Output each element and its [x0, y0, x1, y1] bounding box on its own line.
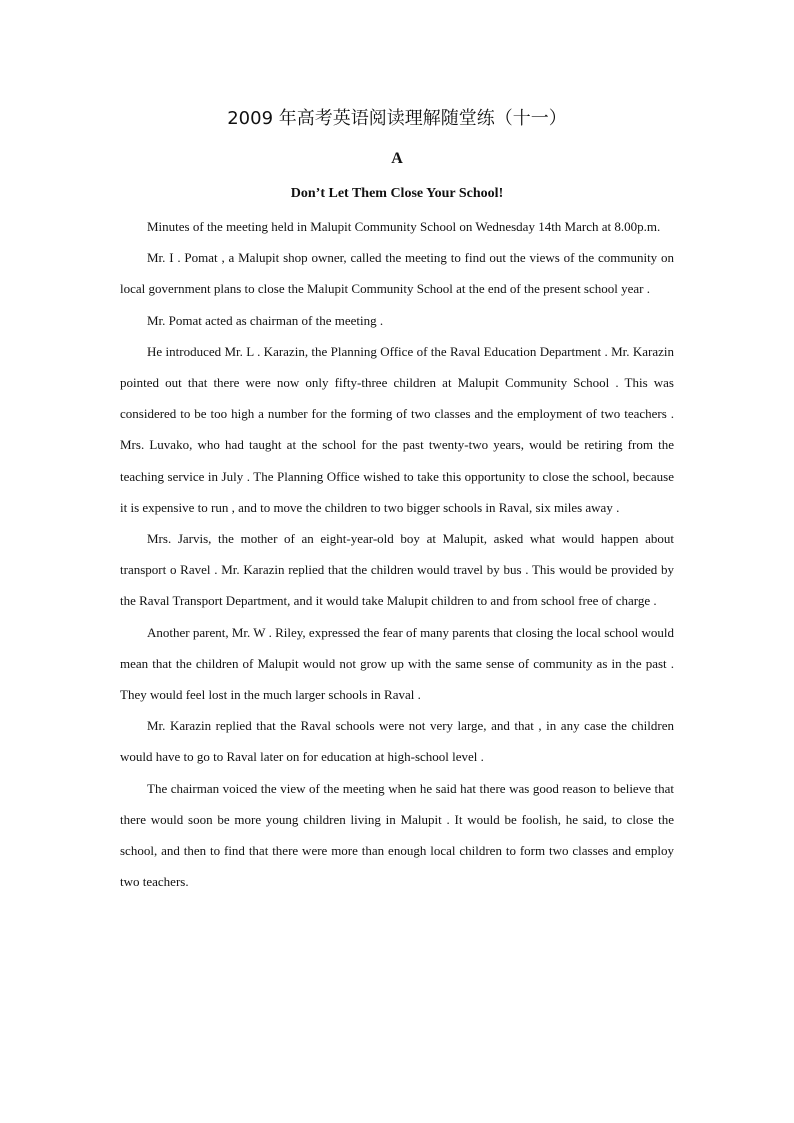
paragraph: Mr. I . Pomat , a Malupit shop owner, called the meeting to find out the views of the community on local government plans to close the Malupit Community School at the end of the present school year .: [120, 250, 674, 297]
document-title: 2009 年高考英语阅读理解随堂练（十一）: [227, 108, 567, 129]
paragraph: Mrs. Jarvis, the mother of an eight-year-old boy at Malupit, asked what would happen about transport o Ravel . Mr. Karazin replied that the children would travel by bus . This would be provided by the Raval Transport Department, and it would take Malupit children to and from school free of charge .: [120, 531, 674, 609]
paragraph: Mr. Karazin replied that the Raval schools were not very large, and that , in any case the children would have to go to Raval later on for education at high-school level .: [120, 718, 674, 765]
passage-title: Don’t Let Them Close Your School!: [290, 186, 504, 201]
paragraph: He introduced Mr. L . Karazin, the Planning Office of the Raval Education Department . Mr. Karazin pointed out that there were now only fifty-three children at Malupit Community School . This was considered to be too high a number for the forming of two classes and the employment of two teachers . Mrs. Luvako, who had taught at the school for the past twenty-two years, would be retiring from the teaching service in July . The Planning Office wished to take this opportunity to close the school, because it is expensive to run , and to move the children to two bigger schools in Raval, six miles away .: [120, 343, 674, 515]
passage-body: [120, 211, 674, 897]
paragraph: The chairman voiced the view of the meeting when he said hat there was good reason to believe that there would soon be more young children living in Malupit . It would be foolish, he said, to close the school, and then to find that there were more than enough local children to form two classes and employ two teachers.: [120, 780, 674, 890]
paragraph: Minutes of the meeting held in Malupit Community School on Wednesday 14th March at 8.00p.m.: [147, 219, 661, 234]
section-label: A: [391, 150, 403, 167]
paragraph: Mr. Pomat acted as chairman of the meeting .: [147, 312, 384, 328]
paragraph: Another parent, Mr. W . Riley, expressed the fear of many parents that closing the local school would mean that the children of Malupit would not grow up with the same sense of community as in the past . They would feel lost in the much larger schools in Raval .: [120, 624, 674, 703]
